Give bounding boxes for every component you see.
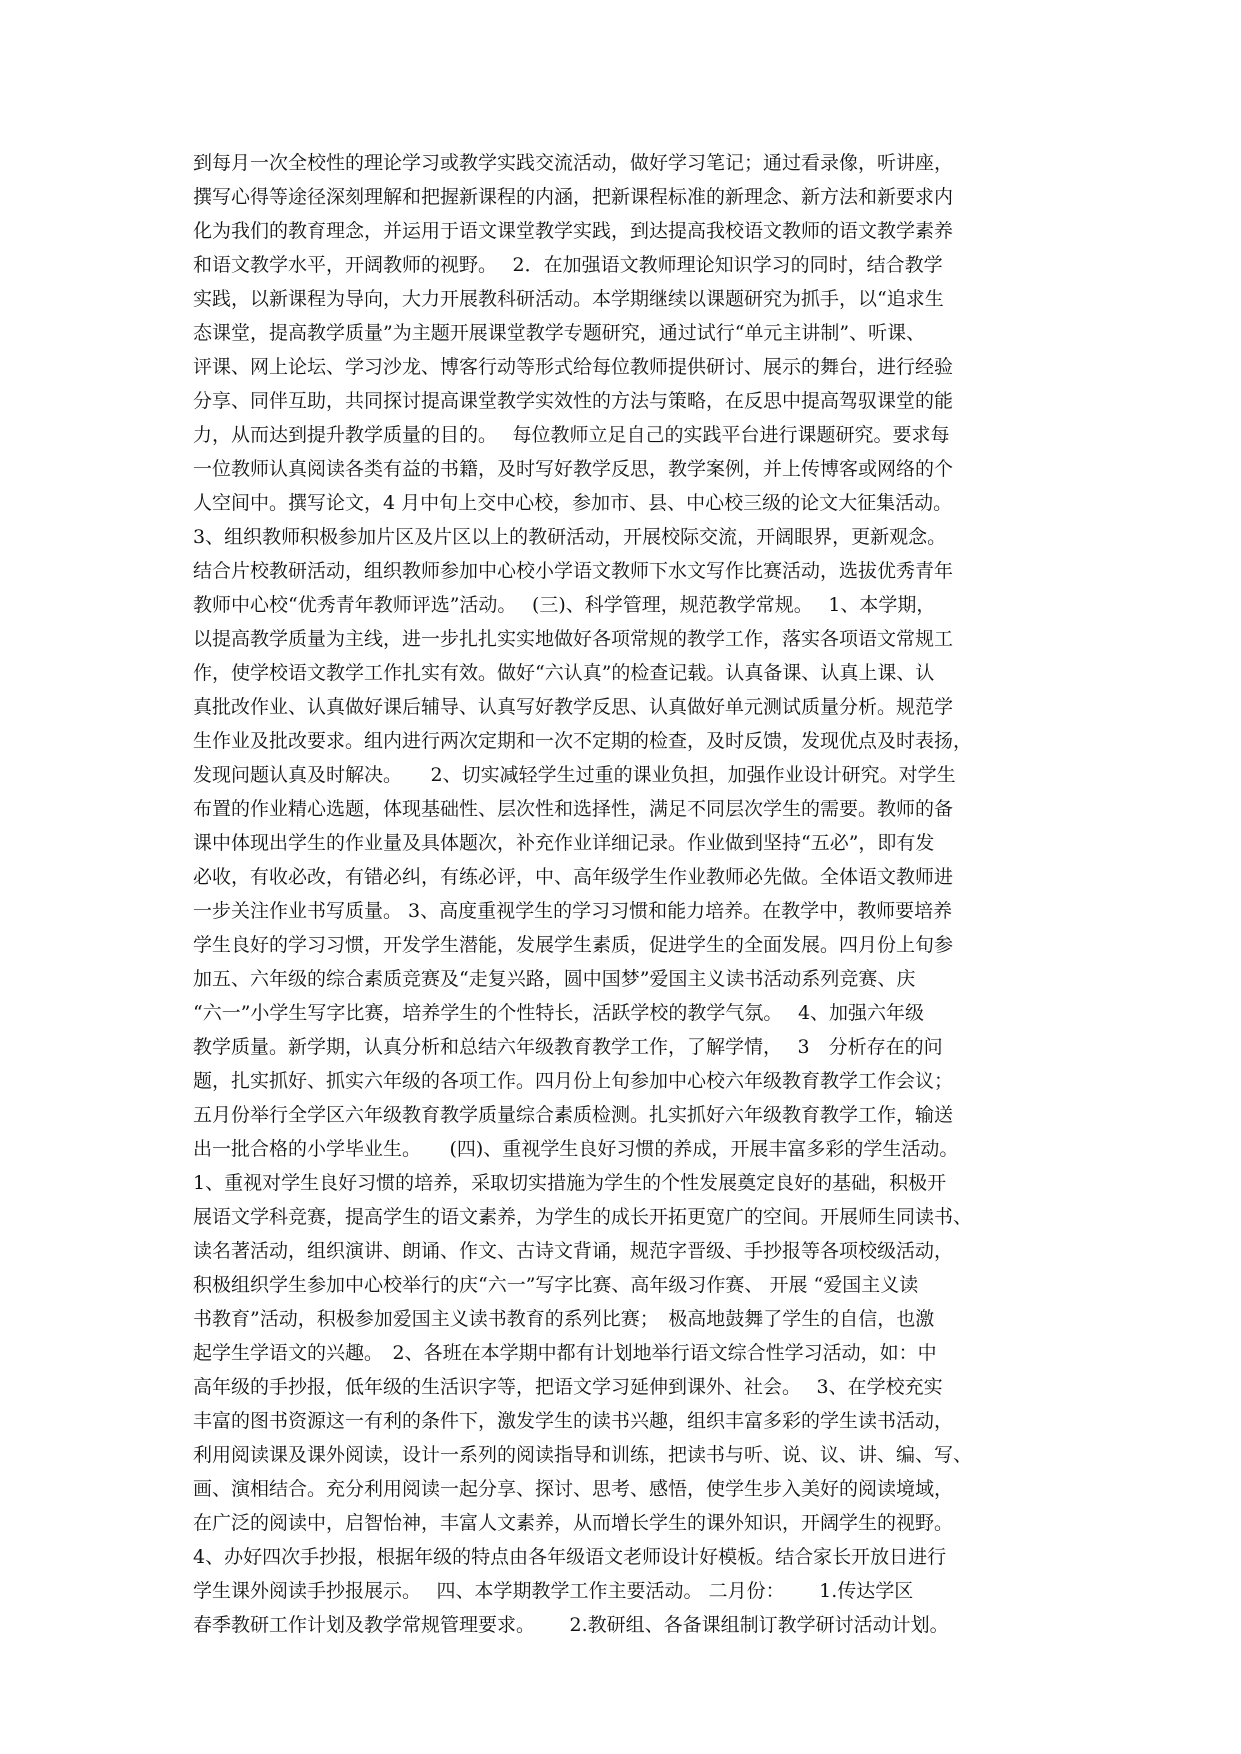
text-line: 必收，有收必改，有错必纠，有练必评，中、高年级学生作业教师必先做。全体语文教师进 [193, 866, 954, 888]
text-line: 和语文教学水平，开阔教师的视野。 2．在加强语文教师理论知识学习的同时，结合教学 [193, 254, 943, 276]
text-line: 起学生学语文的兴趣。 2、各班在本学期中都有计划地举行语文综合性学习活动，如：中 [193, 1342, 937, 1364]
text-line: 撰写心得等途径深刻理解和把握新课程的内涵，把新课程标准的新理念、新方法和新要求内 [193, 186, 954, 208]
text-line: “六一”小学生写字比赛，培养学生的个性特长，活跃学校的教学气氛。 4、加强六年级 [193, 1002, 925, 1024]
text-line: 化为我们的教育理念，并运用于语文课堂教学实践，到达提高我校语文教师的语文教学素养 [193, 220, 954, 242]
text-line: 课中体现出学生的作业量及具体题次，补充作业详细记录。作业做到坚持“五必”，即有发 [193, 832, 935, 854]
text-line: 利用阅读课及课外阅读，设计一系列的阅读指导和训练，把读书与听、说、议、讲、编、写、 [193, 1444, 973, 1466]
text-line: 题，扎实抓好、抓实六年级的各项工作。四月份上旬参加中心校六年级教育教学工作会议； [193, 1070, 954, 1092]
text-line: 积极组织学生参加中心校举行的庆“六一”写字比赛、高年级习作赛、 开展 “爱国主义读 [193, 1274, 919, 1296]
text-line: 态课堂，提高教学质量”为主题开展课堂教学专题研究，通过试行“单元主讲制”、听课、 [193, 322, 926, 344]
text-line: 结合片校教研活动，组织教师参加中心校小学语文教师下水文写作比赛活动，选拔优秀青年 [193, 560, 954, 582]
text-line: 五月份举行全学区六年级教育教学质量综合素质检测。扎实抓好六年级教育教学工作，输送 [193, 1104, 954, 1126]
text-line: 书教育”活动，积极参加爱国主义读书教育的系列比赛； 极高地鼓舞了学生的自信，也激 [193, 1308, 935, 1330]
text-line: 在广泛的阅读中，启智怡神，丰富人文素养，从而增长学生的课外知识，开阔学生的视野。 [193, 1512, 954, 1534]
text-line: 实践，以新课程为导向，大力开展教科研活动。本学期继续以课题研究为抓手，以“追求生 [193, 288, 944, 310]
text-line: 丰富的图书资源这一有利的条件下，激发学生的读书兴趣，组织丰富多彩的学生读书活动， [193, 1410, 954, 1432]
body-text [193, 146, 1063, 1642]
text-line: 画、演相结合。充分利用阅读一起分享、探讨、思考、感悟，使学生步入美好的阅读境域， [193, 1478, 954, 1500]
text-line: 到每月一次全校性的理论学习或教学实践交流活动，做好学习笔记；通过看录像，听讲座， [193, 152, 954, 174]
text-line: 教师中心校“优秀青年教师评选”活动。 (三)、科学管理，规范教学常规。 1、本学期， [193, 594, 936, 616]
text-line: 展语文学科竞赛，提高学生的语文素养，为学生的成长开拓更宽广的空间。开展师生同读书、 [193, 1206, 973, 1228]
text-line: 以提高教学质量为主线，进一步扎扎实实地做好各项常规的教学工作，落实各项语文常规工 [193, 628, 954, 650]
text-line: 人空间中。撰写论文，4 月中旬上交中心校，参加市、县、中心校三级的论文大征集活动。 [193, 492, 953, 514]
text-line: 作，使学校语文教学工作扎实有效。做好“六认真”的检查记载。认真备课、认真上课、认 [193, 662, 935, 684]
text-line: 力，从而达到提升教学质量的目的。 每位教师立足自己的实践平台进行课题研究。要求每 [193, 424, 950, 446]
text-line: 一步关注作业书写质量。 3、高度重视学生的学习习惯和能力培养。在教学中，教师要培养 [193, 900, 953, 922]
text-line: 学生课外阅读手抄报展示。 四、本学期教学工作主要活动。 二月份： 1.传达学区 [193, 1580, 914, 1602]
text-line: 出一批合格的小学毕业生。 (四)、重视学生良好习惯的养成，开展丰富多彩的学生活动。 [193, 1138, 959, 1160]
text-line: 高年级的手抄报，低年级的生活识字等，把语文学习延伸到课外、社会。 3、在学校充实 [193, 1376, 943, 1398]
text-line: 生作业及批改要求。组内进行两次定期和一次不定期的检查，及时反馈，发现优点及时表扬， [193, 730, 973, 752]
text-line: 真批改作业、认真做好课后辅导、认真写好教学反思、认真做好单元测试质量分析。规范学 [193, 696, 954, 718]
text-line: 评课、网上论坛、学习沙龙、博客行动等形式给每位教师提供研讨、展示的舞台，进行经验 [193, 356, 954, 378]
text-line: 分享、同伴互助，共同探讨提高课堂教学实效性的方法与策略，在反思中提高驾驭课堂的能 [193, 390, 954, 412]
text-line: 教学质量。新学期，认真分析和总结六年级教育教学工作，了解学情， 3 分析存在的问 [193, 1036, 943, 1058]
text-line: 发现问题认真及时解决。 2、切实减轻学生过重的课业负担，加强作业设计研究。对学生 [193, 764, 956, 786]
text-line: 布置的作业精心选题，体现基础性、层次性和选择性，满足不同层次学生的需要。教师的备 [193, 798, 954, 820]
text-line: 3、组织教师积极参加片区及片区以上的教研活动，开展校际交流，开阔眼界，更新观念。 [193, 526, 947, 548]
text-line: 学生良好的学习习惯，开发学生潜能，发展学生素质，促进学生的全面发展。四月份上旬参 [193, 934, 954, 956]
text-line: 春季教研工作计划及教学常规管理要求。 2.教研组、各备课组制订教学研讨活动计划。 [193, 1614, 949, 1636]
text-line: 1、重视对学生良好习惯的培养，采取切实措施为学生的个性发展奠定良好的基础，积极开 [193, 1172, 947, 1194]
text-line: 4、办好四次手抄报，根据年级的特点由各年级语文老师设计好模板。结合家长开放日进行 [193, 1546, 947, 1568]
text-line: 加五、六年级的综合素质竞赛及“走复兴路，圆中国梦”爱国主义读书活动系列竞赛、庆 [193, 968, 916, 990]
text-line: 一位教师认真阅读各类有益的书籍，及时写好教学反思，教学案例，并上传博客或网络的个 [193, 458, 954, 480]
text-line: 读名著活动，组织演讲、朗诵、作文、古诗文背诵，规范字晋级、手抄报等各项校级活动， [193, 1240, 954, 1262]
